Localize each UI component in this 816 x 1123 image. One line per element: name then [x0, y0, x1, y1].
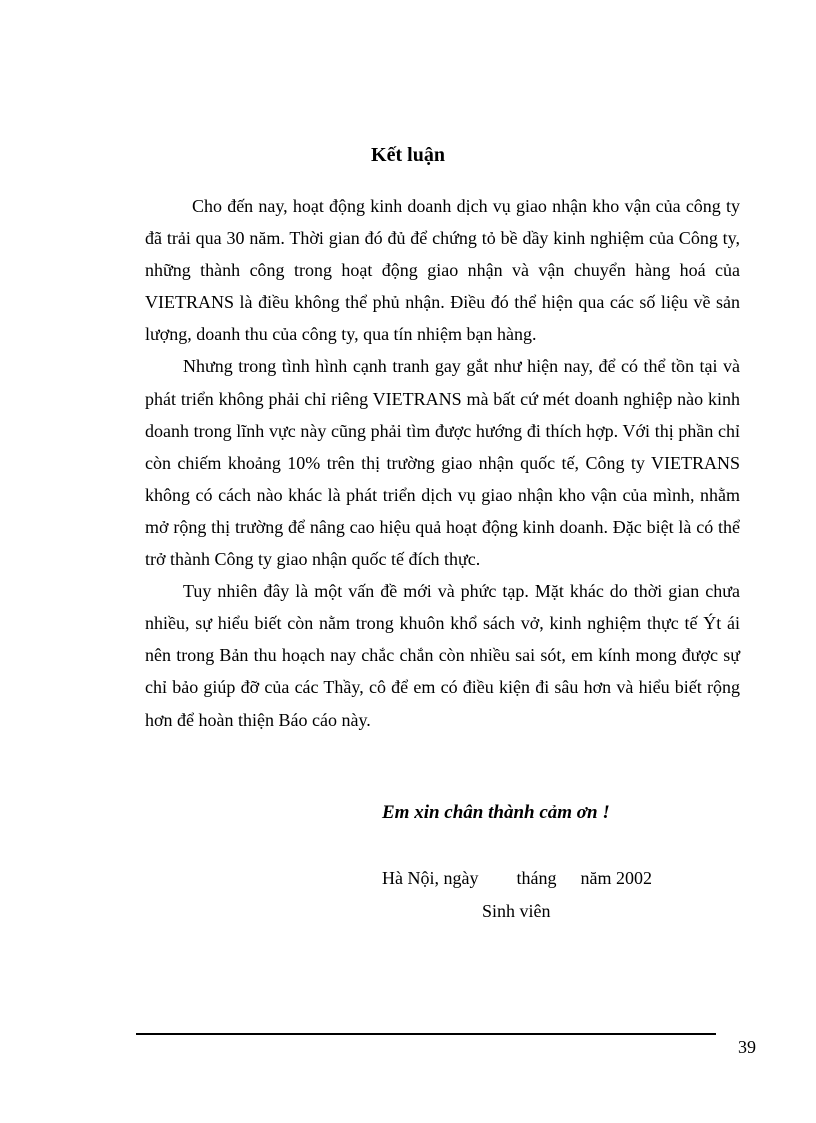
- date-year: năm 2002: [580, 868, 652, 888]
- page-title: Kết luận: [371, 144, 445, 166]
- paragraph-1: Cho đến nay, hoạt động kinh doanh dịch vụ giao nhận kho vận của công ty đã trải qua 30 năm. Thời gian đó đủ để chứng tỏ bề dầy kinh nghiệm của Công ty, những thành công trong hoạt động giao nhận và vận chuyển hàng hoá của VIETRANS là điều không thể phủ nhận. Điều đó thể hiện qua các số liệu về sản lượng, doanh thu của công ty, qua tín nhiệm bạn hàng.: [145, 196, 740, 345]
- date-month: tháng: [516, 868, 557, 888]
- paragraph-3: Tuy nhiên đây là một vấn đề mới và phức tạp. Mặt khác do thời gian chưa nhiều, sự hiểu biết còn nằm trong khuôn khổ sách vở, kinh nghiệm thực tế Ýt ái nên trong Bản thu hoạch nay chắc chắn còn nhiều sai sót, em kính mong được sự chỉ bảo giúp đỡ của các Thầy, cô để em có điều kiện đi sâu hơn và hiểu biết rộng hơn để hoàn thiện Báo cáo này.: [145, 581, 740, 730]
- date-place-day: Hà Nội, ngày: [382, 868, 479, 888]
- footer-rule: [136, 1033, 716, 1035]
- page-number: 39: [738, 1037, 756, 1057]
- date-line: [382, 864, 652, 892]
- body-text: [145, 190, 740, 736]
- thanks-line: Em xin chân thành cảm ơn !: [382, 802, 610, 823]
- paragraph-2: Nhưng trong tình hình cạnh tranh gay gắt như hiện nay, để có thể tồn tại và phát triển không phải chỉ riêng VIETRANS mà bất cứ mét doanh nghiệp nào kinh doanh trong lĩnh vực này cũng phải tìm được hướng đi thích hợp. Với thị phần chỉ còn chiếm khoảng 10% trên thị trường giao nhận quốc tế, Công ty VIETRANS không có cách nào khác là phát triển dịch vụ giao nhận kho vận của mình, nhằm mở rộng thị trường để nâng cao hiệu quả hoạt động kinh doanh. Đặc biệt là có thể trở thành Công ty giao nhận quốc tế đích thực.: [145, 356, 740, 570]
- signature-label: Sinh viên: [482, 901, 551, 921]
